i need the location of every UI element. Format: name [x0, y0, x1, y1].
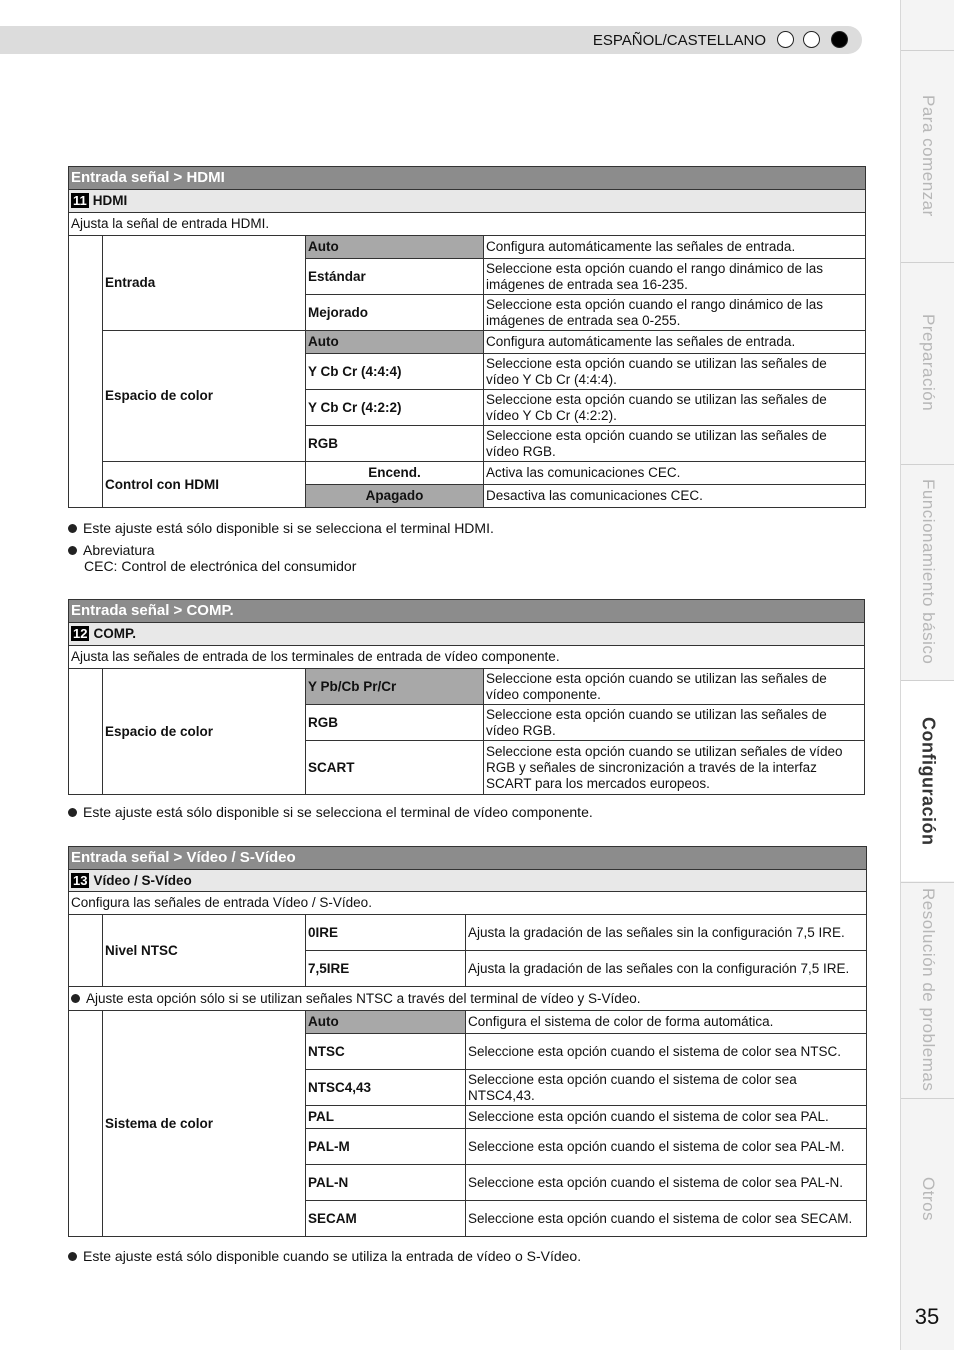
hdmi-table: [68, 166, 866, 508]
option-name: NTSC4,43: [306, 1070, 466, 1106]
option-desc: Seleccione esta opción cuando el rango dinámico de las imágenes de entrada sea 0-255.: [484, 295, 866, 331]
note-sub: CEC: Control de electrónica del consumidor: [84, 558, 357, 574]
language-label: ESPAÑOL/CASTELLANO: [592, 32, 766, 49]
bullet-icon: [68, 524, 77, 533]
option-name: Estándar: [306, 259, 484, 295]
option-desc: Seleccione esta opción cuando el rango dinámico de las imágenes de entrada sea 16-235.: [484, 259, 866, 295]
video-table: [68, 846, 867, 1237]
section-title: Entrada señal > COMP.: [69, 600, 865, 623]
setting-label: Control con HDMI: [103, 462, 306, 508]
item-description: Ajusta la señal de entrada HDMI.: [69, 213, 866, 236]
option-name: Auto: [306, 1011, 466, 1034]
option-desc: Seleccione esta opción cuando se utilizan señales de vídeo RGB y señales de sincronización a través de la interfaz SCART para los mercados europeos.: [484, 741, 865, 795]
option-desc: Seleccione esta opción cuando el sistema de color sea PAL-N.: [466, 1165, 867, 1201]
item-title: 11 HDMI: [69, 190, 866, 213]
tab-para-comenzar[interactable]: Para comenzar: [901, 50, 954, 261]
side-tabs: [900, 0, 954, 1350]
option-desc: Seleccione esta opción cuando se utilizan las señales de vídeo RGB.: [484, 705, 865, 741]
tab-preparacion[interactable]: Preparación: [901, 262, 954, 463]
page-number: 35: [914, 1304, 940, 1329]
bullet-icon: [68, 546, 77, 555]
option-desc: Ajusta la gradación de las señales sin la configuración 7,5 IRE.: [466, 915, 867, 951]
option-desc: Seleccione esta opción cuando se utilizan las señales de vídeo Y Cb Cr (4:2:2).: [484, 390, 866, 426]
option-name: Auto: [306, 236, 484, 259]
setting-label: Nivel NTSC: [103, 915, 306, 987]
section-title: Entrada señal > HDMI: [69, 167, 866, 190]
option-desc: Seleccione esta opción cuando el sistema de color sea SECAM.: [466, 1201, 867, 1237]
item-title: 13 Vídeo / S-Vídeo: [69, 870, 867, 892]
option-desc: Configura automáticamente las señales de entrada.: [484, 331, 866, 354]
option-name: Encend.: [306, 462, 484, 485]
note: Este ajuste está sólo disponible si se selecciona el terminal HDMI.: [68, 520, 494, 536]
inner-note: Ajuste esta opción sólo si se utilizan señales NTSC a través del terminal de vídeo y S-Vídeo.: [69, 987, 867, 1011]
option-name: Mejorado: [306, 295, 484, 331]
note: Este ajuste está sólo disponible si se selecciona el terminal de vídeo componente.: [68, 804, 593, 820]
tab-funcionamiento-basico[interactable]: Funcionamiento básico: [901, 464, 954, 679]
bullet-icon: [68, 1252, 77, 1261]
option-name: 0IRE: [306, 915, 466, 951]
item-title: 12 COMP.: [69, 623, 865, 646]
option-desc: Seleccione esta opción cuando el sistema de color sea PAL-M.: [466, 1129, 867, 1165]
option-desc: Seleccione esta opción cuando se utilizan las señales de vídeo componente.: [484, 669, 865, 705]
option-name: Apagado: [306, 485, 484, 508]
item-number: 11: [73, 193, 87, 208]
option-desc: Seleccione esta opción cuando se utilizan las señales de vídeo Y Cb Cr (4:4:4).: [484, 354, 866, 390]
option-desc: Seleccione esta opción cuando se utilizan las señales de vídeo RGB.: [484, 426, 866, 462]
bullet-icon: [71, 994, 80, 1003]
option-desc: Seleccione esta opción cuando el sistema de color sea NTSC.: [466, 1034, 867, 1070]
option-desc: Configura el sistema de color de forma automática.: [466, 1011, 867, 1034]
option-name: Y Pb/Cb Pr/Cr: [306, 669, 484, 705]
option-desc: Ajusta la gradación de las señales con la configuración 7,5 IRE.: [466, 951, 867, 987]
circle-icon: [803, 31, 820, 48]
circle-icon: [777, 31, 794, 48]
setting-label: Espacio de color: [103, 331, 306, 462]
setting-label: Entrada: [103, 236, 306, 331]
option-name: SCART: [306, 741, 484, 795]
option-desc: Activa las comunicaciones CEC.: [484, 462, 866, 485]
option-name: Auto: [306, 331, 484, 354]
option-desc: Seleccione esta opción cuando el sistema de color sea NTSC4,43.: [466, 1070, 867, 1106]
option-desc: Desactiva las comunicaciones CEC.: [484, 485, 866, 508]
option-name: RGB: [306, 705, 484, 741]
option-name: RGB: [306, 426, 484, 462]
option-name: NTSC: [306, 1034, 466, 1070]
setting-label: Sistema de color: [103, 1011, 306, 1237]
comp-table: [68, 599, 865, 795]
note: Abreviatura: [68, 542, 155, 558]
option-name: Y Cb Cr (4:4:4): [306, 354, 484, 390]
option-name: PAL-M: [306, 1129, 466, 1165]
option-name: 7,5IRE: [306, 951, 466, 987]
option-desc: Configura automáticamente las señales de entrada.: [484, 236, 866, 259]
setting-label: Espacio de color: [103, 669, 306, 795]
bullet-icon: [68, 808, 77, 817]
section-title: Entrada señal > Vídeo / S-Vídeo: [69, 847, 867, 870]
note: Este ajuste está sólo disponible cuando se utiliza la entrada de vídeo o S-Vídeo.: [68, 1248, 581, 1264]
tab-configuracion[interactable]: Configuración: [901, 680, 954, 881]
item-number: 13: [73, 872, 88, 888]
option-desc: Seleccione esta opción cuando el sistema de color sea PAL.: [466, 1106, 867, 1129]
item-description: Configura las señales de entrada Vídeo / S-Vídeo.: [69, 892, 867, 915]
option-name: PAL-N: [306, 1165, 466, 1201]
tab-resolucion-de-problemas[interactable]: Resolución de problemas: [901, 882, 954, 1097]
language-bar: [0, 26, 862, 54]
tab-otros[interactable]: Otros: [901, 1098, 954, 1299]
option-name: SECAM: [306, 1201, 466, 1237]
item-description: Ajusta las señales de entrada de los terminales de entrada de vídeo componente.: [69, 646, 865, 669]
option-name: PAL: [306, 1106, 466, 1129]
option-name: Y Cb Cr (4:2:2): [306, 390, 484, 426]
filled-circle-icon: [831, 31, 848, 48]
item-number: 12: [73, 626, 88, 641]
